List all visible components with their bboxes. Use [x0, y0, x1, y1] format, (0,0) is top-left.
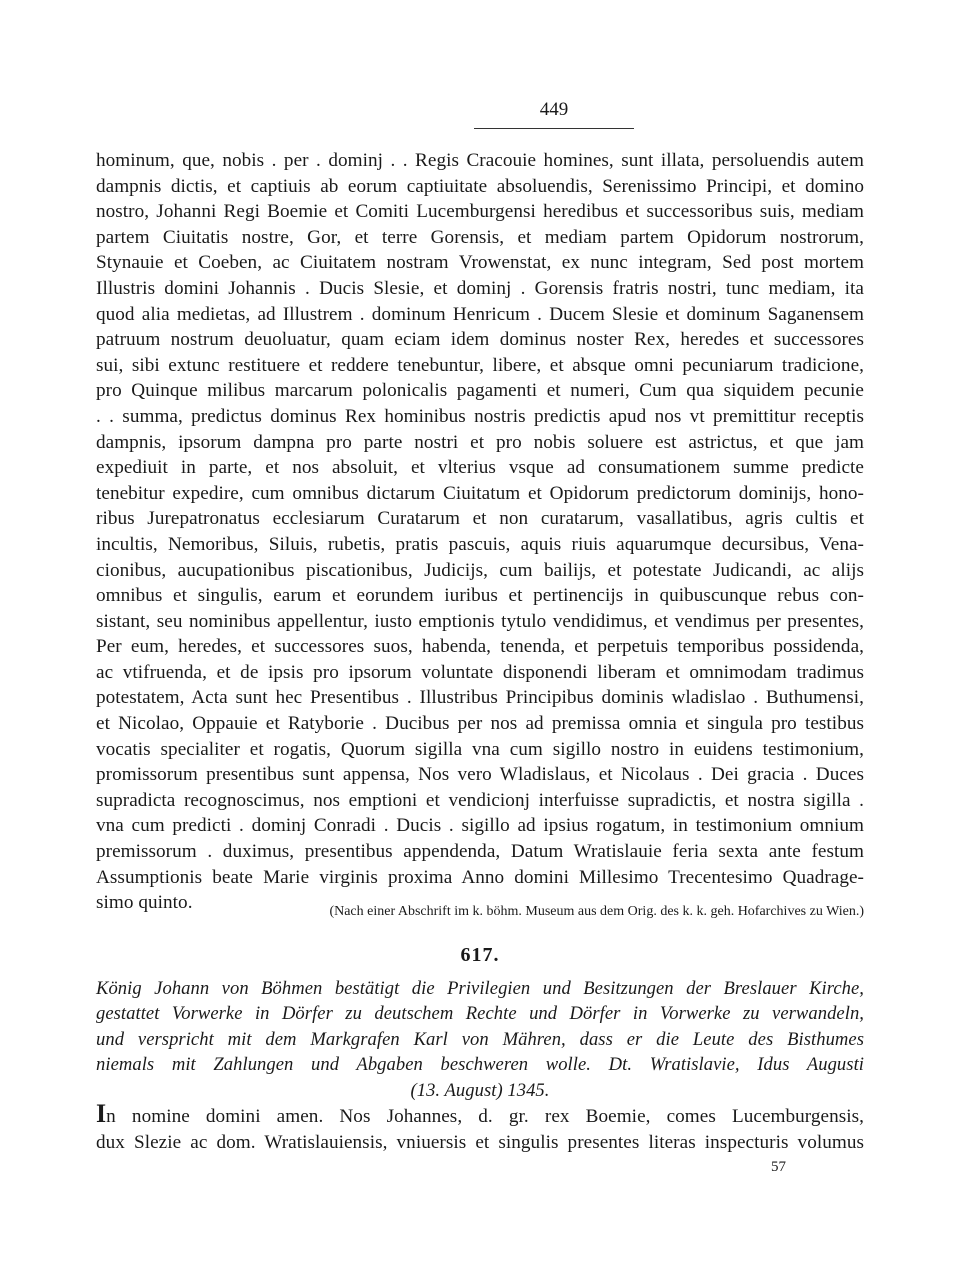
text-line: . . summa, predictus dominus Rex hominibus nostris predictis apud nos vt premittitur receptis: [96, 405, 864, 427]
summary-line: König Johann von Böhmen bestätigt die Privilegien und Besitzungen der Breslauer Kirche,: [96, 978, 864, 999]
text-line: pro Quinque milibus marcarum polonicalis pagamenti et numeri, Cum qua siquidem pecunie: [96, 380, 864, 402]
summary-line: und verspricht mit dem Markgrafen Karl von Mähren, dass er die Leute des Bisthumes: [96, 1028, 864, 1050]
text-line: dampnis, ipsorum dampna pro parte nostri et pro nobis soluere est astrictus, et que jam: [96, 431, 864, 453]
text-line: omnibus et singulis, earum et eorundem iuribus et pertinencijs in quibuscunque rebus con-: [96, 585, 864, 607]
text-line: promissorum presentibus sunt appensa, Nos vero Wladislaus, et Nicolaus . Dei gracia . Duces: [96, 764, 864, 786]
document-number: 617.: [460, 944, 500, 966]
summary-line: gestattet Vorwerke in Dörfer zu deutschem Rechte und Dörfer in Vorwerke zu verwandeln,: [96, 1003, 864, 1025]
text-line: et Nicolao, Oppauie et Ratyborie . Ducibus per nos ad premissa omnia et singula pro testibus: [96, 713, 864, 735]
page-number: 449: [539, 99, 569, 120]
text-line: vocatis specialiter et rogatis, Quorum sigilla vna cum sigillo nostro in euidens testimonium,: [96, 738, 864, 760]
header-rule: [474, 128, 634, 129]
text-line: Per eum, heredes, et successores suos, habenda, tenenda, et perpetuis temporibus possidenda,: [96, 636, 864, 658]
charter-first-line-text: n nomine domini amen. Nos Johannes, d. gr. rex Boemie, comes Lucemburgensis,: [106, 1106, 864, 1127]
text-line: vna cum predicti . dominj Conradi . Ducis . sigillo ad ipsius rogatum, in testimonium omnium: [96, 815, 864, 837]
text-line: Assumptionis beate Marie virginis proxima Anno domini Millesimo Trecentesimo Quadrage-: [96, 866, 864, 888]
summary-date-line: (13. August) 1345.: [410, 1079, 550, 1101]
initial-letter: I: [96, 1099, 107, 1128]
text-line: nostro, Johanni Regi Boemie et Comiti Lucemburgensi heredibus et successoribus suis, mediam: [96, 201, 864, 223]
signature-mark: 57: [771, 1159, 786, 1175]
text-line: cionibus, aucupationibus piscationibus, Judicijs, cum bailijs, et potestate Judicandi, ac alijs: [96, 559, 864, 581]
charter-opening: [96, 1099, 864, 1156]
text-line: premissorum . duximus, presentibus appendenda, Datum Wratislauie feria sexta ante festum: [96, 841, 864, 863]
text-line: ribus Jurepatronatus ecclesiarum Curatarum et non curatarum, vasallatibus, agris cultis et: [96, 508, 864, 530]
document-summary: [96, 976, 864, 1103]
text-line: potestatem, Acta sunt hec Presentibus . Illustribus Principibus dominis wladislao . Buthumensi,: [96, 687, 864, 709]
text-line: hominum, que, nobis . per . dominj . . Regis Cracouie homines, sunt illata, persoluendis autem: [96, 150, 864, 171]
text-line: Stynauie et Coeben, ac Ciuitatem nostram Vrowenstat, ex nunc integram, Sed post mortem: [96, 252, 864, 274]
text-line: Illustris domini Johannis . Ducis Slesie, et dominj . Gorensis fratris nostri, tunc mediam, ita: [96, 277, 864, 299]
text-line: ac vtifruenda, et de ipsis pro ipsorum voluntate disponendi liberam et omnimodam tradimus: [96, 661, 864, 683]
summary-line: niemals mit Zahlungen und Abgaben beschweren wolle. Dt. Wratislavie, Idus Augusti: [96, 1054, 864, 1076]
text-line: patruum nostrum deuoluatur, quam eciam idem dominus noster Rex, heredes et successores: [96, 329, 864, 351]
text-line: supradicta recognoscimus, nos emptioni et vendicionj interfuisse supradictis, et nostra sigilla .: [96, 789, 864, 811]
text-line: partem Ciuitatis nostre, Gor, et terre Gorensis, et mediam partem Opidorum nostrorum,: [96, 226, 864, 248]
text-line: tenebitur expedire, cum omnibus dictarum Ciuitatum et Opidorum predictorum dominijs, hono-: [96, 482, 864, 504]
text-line: expediuit in parte, et nos absoluit, et vlterius vsque ad consumationem summe predicte: [96, 457, 864, 479]
charter-body-text: [96, 148, 864, 916]
text-line: sui, sibi extunc restituere et reddere tenebuntur, libere, et absque omni pecuniarum tradicione,: [96, 354, 864, 376]
text-line: dampnis dictis, et captiuis ab eorum captiuitate absoluendis, Serenissimo Principi, et domino: [96, 175, 864, 197]
charter-second-line: dux Slezie ac dom. Wratislauiensis, vniuersis et singulis presentes literas inspecturis volumus: [96, 1132, 864, 1153]
text-line: quod alia medietas, ad Illustrem . dominum Henricum . Ducem Slesie et dominum Saganensem: [96, 303, 864, 325]
text-line: incultis, Nemoribus, Siluis, rubetis, pratis pascuis, aquis riuis aquarumque decursibus, Vena-: [96, 533, 864, 555]
text-line: simo quinto.: [96, 892, 193, 914]
text-line: sistant, seu nominibus appellentur, iusto emptionis tytulo vendidimus, et vendimus per presentes,: [96, 610, 864, 632]
source-note: (Nach einer Abschrift im k. böhm. Museum aus dem Orig. des k. k. geh. Hofarchives zu Wien.): [329, 904, 864, 919]
charter-first-line: [96, 1099, 864, 1130]
